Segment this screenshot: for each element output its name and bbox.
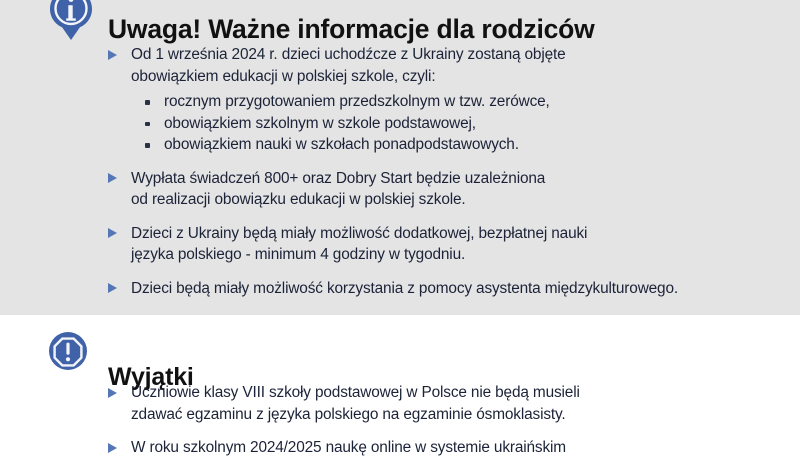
- sub-list-item: [131, 135, 786, 156]
- list-item-text: [131, 382, 786, 425]
- text-line: języka polskiego - minimum 4 godziny w tygodniu.: [131, 246, 466, 263]
- text-line: Dzieci będą miały możliwość korzystania z pomocy asystenta międzykulturowego.: [131, 279, 679, 297]
- sub-list-item: [131, 114, 786, 135]
- text-line: W roku szkolnym 2024/2025 naukę online w systemie ukraińskim: [131, 439, 566, 456]
- triangle-bullet-icon: [108, 388, 117, 398]
- list-item: [106, 278, 786, 300]
- triangle-bullet-icon: [108, 443, 117, 453]
- text-line: od realizacji obowiązku edukacji w polskiej szkole.: [131, 191, 466, 208]
- list-item: [106, 223, 786, 266]
- list-item-text: [131, 223, 786, 266]
- triangle-bullet-icon: [108, 50, 117, 60]
- triangle-bullet-icon: [108, 283, 117, 293]
- sub-list-item-text: obowiązkiem nauki w szkołach ponadpodstawowych.: [164, 136, 519, 153]
- list-item-text: [131, 168, 786, 211]
- triangle-bullet-icon: [108, 228, 117, 238]
- list-item: [106, 437, 786, 459]
- triangle-bullet-icon: [108, 173, 117, 183]
- important-info-bullet-list: [106, 44, 786, 299]
- square-bullet-icon: [145, 143, 150, 148]
- sub-list-item-text: obowiązkiem szkolnym w szkole podstawowej,: [164, 114, 476, 132]
- info-pin-icon: [48, 0, 94, 42]
- text-line: obowiązkiem edukacji w polskiej szkole, czyli:: [131, 67, 436, 85]
- text-line: Wypłata świadczeń 800+ oraz Dobry Start będzie uzależniona: [131, 169, 546, 187]
- exceptions-bullet-list: [106, 382, 786, 459]
- sub-bullet-list: [131, 92, 786, 156]
- list-item-text: [131, 437, 786, 459]
- text-line: zdawać egzaminu z języka polskiego na egzaminie ósmoklasisty.: [131, 405, 566, 423]
- sub-list-item-text: rocznym przygotowaniem przedszkolnym w tzw. zerówce,: [164, 93, 550, 110]
- text-line: Od 1 września 2024 r. dzieci uchodźcze z Ukrainy zostaną objęte: [131, 46, 566, 63]
- exclamation-octagon-icon: [48, 331, 88, 371]
- list-item: [106, 44, 786, 156]
- square-bullet-icon: [145, 122, 150, 127]
- square-bullet-icon: [145, 100, 150, 105]
- list-item: [106, 168, 786, 211]
- list-item: [106, 382, 786, 425]
- text-line: Uczniowie klasy VIII szkoły podstawowej w Polsce nie będą musieli: [131, 384, 580, 401]
- text-line: Dzieci z Ukrainy będą miały możliwość dodatkowej, bezpłatnej nauki: [131, 224, 588, 242]
- page-title: Uwaga! Ważne informacje dla rodziców: [108, 13, 595, 44]
- list-item-text: [131, 44, 786, 87]
- exceptions-title: Wyjątki: [108, 362, 194, 391]
- sub-list-item: [131, 92, 786, 113]
- list-item-text: [131, 278, 786, 300]
